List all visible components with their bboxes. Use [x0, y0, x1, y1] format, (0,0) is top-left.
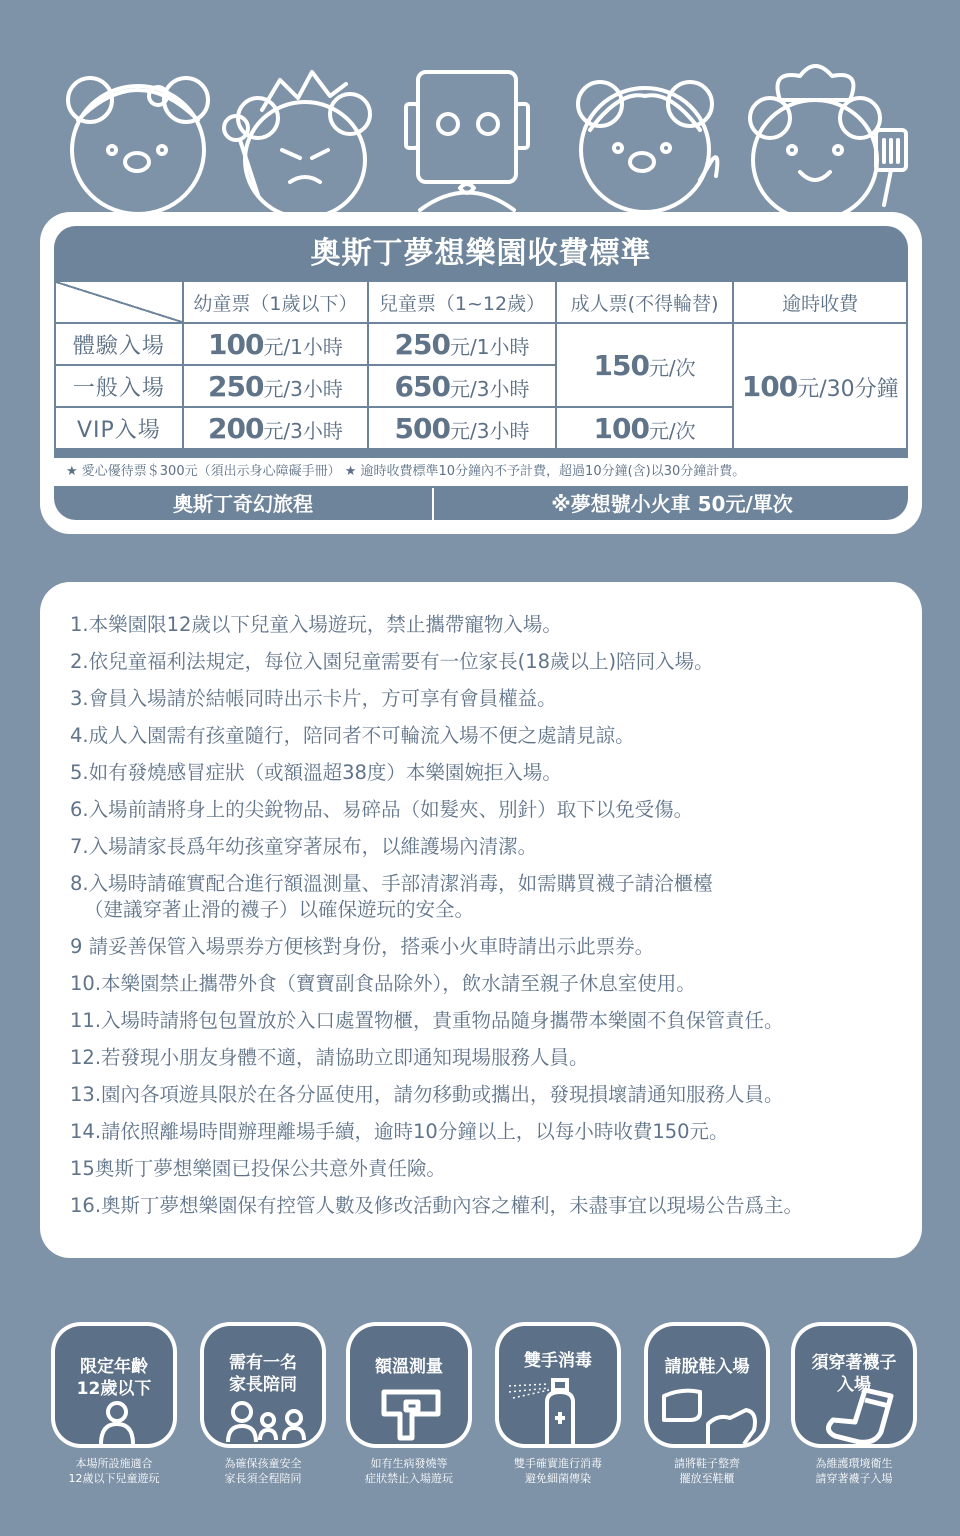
list-item: 4.成人入園需有孩童隨行，陪同者不可輪流入場不便之處請見諒。 [70, 724, 635, 747]
price-table [54, 280, 908, 450]
overtime-price: 100元/30分鐘 [733, 323, 907, 449]
price-cell: 250元/1小時 [368, 323, 556, 365]
list-item: 14.請依照離場時間辦理離場手續，逾時10分鐘以上，以每小時收費150元。 [70, 1120, 729, 1143]
list-item: 15奧斯丁夢想樂園已投保公共意外責任險。 [70, 1157, 446, 1180]
guardian-tile: 需有一名 家長陪同 [200, 1322, 326, 1448]
no-shoes-caption: 請將鞋子整齊 擺放至鞋櫃 [674, 1457, 740, 1485]
price-card [40, 212, 922, 534]
list-item: 16.奧斯丁夢想樂園保有控管人數及修改活動內容之權利，未盡事宜以現場公告爲主。 [70, 1194, 804, 1217]
rules-card [40, 582, 922, 1258]
row-label-general: 一般入場 [55, 365, 183, 407]
list-item: 8.入場時請確實配合進行額溫測量、手部清潔消毒，如需購買襪子請洽櫃檯 （建議穿著止滑的襪子）以確保遊玩的安全。 [70, 872, 713, 921]
list-item: 13.園內各項遊具限於在各分區使用，請勿移動或攜出，發現損壞請通知服務人員。 [70, 1083, 784, 1106]
list-item: 2.依兒童福利法規定，每位入園兒童需要有一位家長(18歲以上)陪同入場。 [70, 650, 714, 673]
header-overtime: 逾時收費 [733, 281, 907, 323]
thermometer-gun-icon [350, 1326, 468, 1444]
rules-list [70, 612, 900, 1230]
list-item: 5.如有發燒感冒症狀（或額溫超38度）本樂園婉拒入場。 [70, 761, 562, 784]
shoes-icon [648, 1326, 766, 1444]
guardian-caption: 為確保孩童安全 家長須全程陪同 [224, 1457, 302, 1485]
price-cell: 200元/3小時 [183, 407, 369, 449]
temperature-caption: 如有生病發燒等 症狀禁止入場遊玩 [365, 1457, 453, 1485]
sanitize-tile: 雙手消毒 [495, 1322, 621, 1448]
table-header-row [55, 281, 907, 323]
spray-bottle-icon [499, 1326, 617, 1444]
requirement-icons [0, 1316, 960, 1536]
price-cell: 100元/1小時 [183, 323, 369, 365]
header-adult: 成人票(不得輪替) [556, 281, 734, 323]
family-icon [204, 1326, 322, 1444]
list-item: 11.入場時請將包包置放於入口處置物櫃，貴重物品隨身攜帶本樂園不負保管責任。 [70, 1009, 784, 1032]
price-panel [54, 226, 908, 520]
child-icon [55, 1326, 173, 1444]
socks-tile: 須穿著襪子 入場 [791, 1322, 917, 1448]
adult-general-price: 150元/次 [556, 323, 734, 407]
footer-journey: 奧斯丁奇幻旅程 [54, 488, 434, 520]
list-item: 9 請妥善保管入場票券方便核對身份，搭乘小火車時請出示此票券。 [70, 935, 655, 958]
footer-train: ※夢想號小火車 50元/單次 [551, 492, 793, 516]
list-item: 6.入場前請將身上的尖銳物品、易碎品（如髮夾、別針）取下以免受傷。 [70, 798, 694, 821]
price-cell: 650元/3小時 [368, 365, 556, 407]
mascot-characters-icon [0, 0, 960, 230]
price-note: ★ 愛心優待票＄300元（須出示身心障礙手冊） ★ 逾時收費標準10分鐘內不予計費，超過10分鐘(含)以30分鐘計費。 [54, 458, 908, 486]
list-item: 10.本樂園禁止攜帶外食（寶寶副食品除外），飲水請至親子休息室使用。 [70, 972, 696, 995]
sanitize-caption: 雙手確實進行消毒 避免細菌傳染 [514, 1457, 602, 1485]
header-infant: 幼童票（1歲以下） [183, 281, 369, 323]
price-cell: 500元/3小時 [368, 407, 556, 449]
mascot-illustration [0, 0, 960, 230]
temperature-tile: 額溫測量 [346, 1322, 472, 1448]
list-item: 7.入場請家長爲年幼孩童穿著尿布，以維護場內清潔。 [70, 835, 538, 858]
row-label-vip: VIP入場 [55, 407, 183, 449]
price-title: 奧斯丁夢想樂園收費標準 [310, 236, 652, 271]
header-child: 兒童票（1~12歲） [368, 281, 556, 323]
age-limit-caption: 本場所設施適合 12歲以下兒童遊玩 [68, 1457, 160, 1485]
table-row [55, 323, 907, 365]
list-item: 1.本樂園限12歲以下兒童入場遊玩，禁止攜帶寵物入場。 [70, 613, 562, 636]
row-label-trial: 體驗入場 [55, 323, 183, 365]
no-shoes-tile: 請脫鞋入場 [644, 1322, 770, 1448]
price-cell: 250元/3小時 [183, 365, 369, 407]
age-limit-tile: 限定年齡 12歲以下 [51, 1322, 177, 1448]
list-item: 12.若發現小朋友身體不適，請協助立即通知現場服務人員。 [70, 1046, 589, 1069]
list-item: 3.會員入場請於結帳同時出示卡片，方可享有會員權益。 [70, 687, 557, 710]
sock-icon [795, 1326, 913, 1444]
adult-vip-price: 100元/次 [556, 407, 734, 449]
socks-caption: 為維護環境衛生 請穿著襪子入場 [815, 1457, 893, 1485]
table-corner-cell [55, 281, 183, 323]
